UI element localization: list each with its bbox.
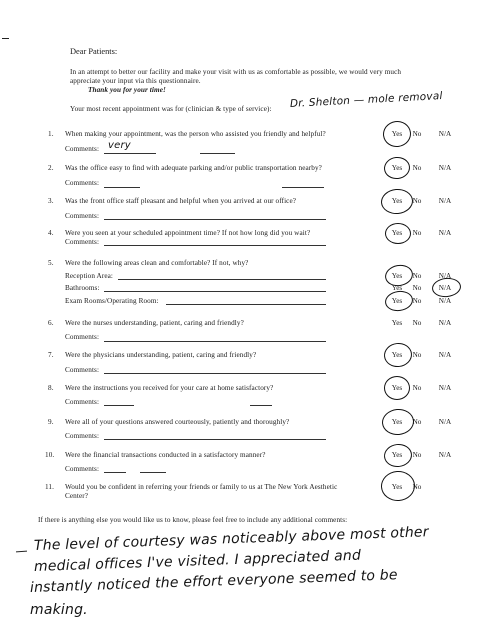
question-3-text: Was the front office staff pleasant and helpful when you arrived at our office? <box>65 197 297 205</box>
q5-bathrooms-yes[interactable]: Yes <box>391 284 403 292</box>
q1-selected-circle <box>381 119 412 149</box>
q7-option-na[interactable]: N/A <box>438 351 452 359</box>
question-9-number: 9. <box>48 418 54 426</box>
question-10-number: 10. <box>45 451 55 459</box>
question-10-comments-line[interactable] <box>104 472 126 473</box>
q7-option-yes[interactable]: Yes <box>391 351 403 359</box>
q9-option-no[interactable]: No <box>412 418 422 426</box>
question-5-text: Were the following areas clean and comfortable? If not, why? <box>65 259 249 267</box>
question-1-comment-handwritten: very <box>108 140 131 151</box>
question-8-number: 8. <box>48 384 54 392</box>
q7-option-no[interactable]: No <box>412 351 422 359</box>
question-3-comments-line[interactable] <box>104 219 326 220</box>
greeting: Dear Patients: <box>70 47 118 56</box>
q5-exam-rooms-na[interactable]: N/A <box>438 297 452 305</box>
handwritten-comment-line-3: instantly noticed the effort everyone seemed to be <box>29 567 398 596</box>
q8-selected-circle <box>384 376 410 400</box>
q5-reception-na[interactable]: N/A <box>438 272 452 280</box>
q6-option-na[interactable]: N/A <box>438 319 452 327</box>
q5-exam-rooms-no[interactable]: No <box>412 297 422 305</box>
question-2-number: 2. <box>48 164 54 172</box>
thanks-line: Thank you for your time! <box>88 86 166 94</box>
question-1-comments-line-2[interactable] <box>200 153 235 154</box>
question-1-number: 1. <box>48 130 54 138</box>
q7-selected-circle <box>383 342 413 369</box>
q9-option-na[interactable]: N/A <box>438 418 452 426</box>
question-11-number: 11. <box>45 483 55 491</box>
question-1-comments-label: Comments: <box>65 145 100 153</box>
question-5-number: 5. <box>48 259 54 267</box>
q4-option-yes[interactable]: Yes <box>391 229 403 237</box>
question-4-comments-label: Comments: <box>65 238 100 246</box>
question-3-comments-label: Comments: <box>65 212 100 220</box>
question-7-comments-line[interactable] <box>104 373 326 374</box>
comment-bullet-dash <box>16 551 27 553</box>
handwritten-comment-line-1: The level of courtesy was noticeably above most other <box>33 524 429 554</box>
q3-option-yes[interactable]: Yes <box>391 197 403 205</box>
q9-option-yes[interactable]: Yes <box>391 418 403 426</box>
question-8-comments-line[interactable] <box>104 405 134 406</box>
q5-bathrooms-no[interactable]: No <box>412 284 422 292</box>
question-10-comments-line-2[interactable] <box>140 472 166 473</box>
q2-selected-circle <box>383 156 411 181</box>
question-3-number: 3. <box>48 197 54 205</box>
q3-selected-circle <box>380 188 414 216</box>
q1-option-no[interactable]: No <box>412 130 422 138</box>
question-11-text: Would you be confident in referring your friends or family to us at The New York Aesthetic <box>65 483 338 491</box>
q11-option-yes[interactable]: Yes <box>391 483 403 491</box>
q8-option-yes[interactable]: Yes <box>391 384 403 392</box>
question-7-text: Were the physicians understanding, patient, caring and friendly? <box>65 351 257 359</box>
q8-option-no[interactable]: No <box>412 384 422 392</box>
recent-appointment-handwritten: Dr. Shelton — mole removal <box>289 90 443 110</box>
question-6-comments-label: Comments: <box>65 333 100 341</box>
question-11-text-line-2: Center? <box>65 492 89 500</box>
question-10-text: Were the financial transactions conducted in a satisfactory manner? <box>65 451 266 459</box>
q5-reception-yes[interactable]: Yes <box>391 272 403 280</box>
question-2-comments-line-2[interactable] <box>282 187 324 188</box>
q1-option-na[interactable]: N/A <box>438 130 452 138</box>
q10-selected-circle <box>383 443 413 469</box>
q3-option-na[interactable]: N/A <box>438 197 452 205</box>
question-7-comments-label: Comments: <box>65 366 100 374</box>
question-10-comments-label: Comments: <box>65 465 100 473</box>
q11-option-no[interactable]: No <box>412 483 422 491</box>
q5-bathrooms-line[interactable] <box>104 291 326 292</box>
margin-mark <box>2 38 9 39</box>
recent-appointment-label: Your most recent appointment was for (clinician & type of service): <box>70 105 272 113</box>
question-6-comments-line[interactable] <box>104 341 326 342</box>
closing-instruction: If there is anything else you would like us to know, please feel free to include any additional comments: <box>38 516 348 524</box>
intro-line-2: appreciate your input via this questionnaire. <box>70 77 201 85</box>
question-6-text: Were the nurses understanding, patient, caring and friendly? <box>65 319 244 327</box>
q5-exam-rooms-yes[interactable]: Yes <box>391 297 403 305</box>
question-8-text: Were the instructions you received for your care at home satisfactory? <box>65 384 274 392</box>
q2-option-yes[interactable]: Yes <box>391 164 403 172</box>
question-8-comments-line-2[interactable] <box>250 405 272 406</box>
intro-line-1: In an attempt to better our facility and make your visit with us as comfortable as possible, we would very much <box>70 68 402 76</box>
handwritten-comment-line-4: making. <box>30 602 88 618</box>
q1-option-yes[interactable]: Yes <box>391 130 403 138</box>
q5-reception-no[interactable]: No <box>412 272 422 280</box>
q5-reception-line[interactable] <box>118 279 326 280</box>
question-2-text: Was the office easy to find with adequate parking and/or public transportation nearby? <box>65 164 322 172</box>
question-1-comments-line[interactable] <box>104 153 156 154</box>
q4-selected-circle <box>385 223 411 244</box>
q6-option-yes[interactable]: Yes <box>391 319 403 327</box>
q5-bathrooms-na[interactable]: N/A <box>438 284 452 292</box>
q10-option-yes[interactable]: Yes <box>391 451 403 459</box>
question-4-text: Were you seen at your scheduled appointment time? If not how long did you wait? <box>65 229 311 237</box>
q10-option-no[interactable]: No <box>412 451 422 459</box>
question-1-text: When making your appointment, was the person who assisted you friendly and helpful? <box>65 130 326 138</box>
q5-exam-rooms-label: Exam Rooms/Operating Room: <box>65 297 159 305</box>
question-4-number: 4. <box>48 229 54 237</box>
q5-bathrooms-label: Bathrooms: <box>65 284 100 292</box>
question-9-text: Were all of your questions answered courteously, patiently and thoroughly? <box>65 418 290 426</box>
q5-exam-rooms-line[interactable] <box>166 304 326 305</box>
q10-option-na[interactable]: N/A <box>438 451 452 459</box>
question-2-comments-line[interactable] <box>104 187 140 188</box>
question-9-comments-line[interactable] <box>104 439 326 440</box>
question-8-comments-label: Comments: <box>65 398 100 406</box>
q2-option-na[interactable]: N/A <box>438 164 452 172</box>
q2-option-no[interactable]: No <box>412 164 422 172</box>
question-6-number: 6. <box>48 319 54 327</box>
q5-reception-label: Reception Area: <box>65 272 114 280</box>
q5-exam-rooms-selected-circle <box>384 289 415 313</box>
q11-selected-circle <box>380 470 416 502</box>
handwritten-comment-line-2: medical offices I've visited. I appreciated and <box>33 547 362 575</box>
question-2-comments-label: Comments: <box>65 179 100 187</box>
question-7-number: 7. <box>48 351 54 359</box>
q4-option-no[interactable]: No <box>412 229 422 237</box>
question-9-comments-label: Comments: <box>65 432 100 440</box>
q8-option-na[interactable]: N/A <box>438 384 452 392</box>
q6-option-no[interactable]: No <box>412 319 422 327</box>
question-4-comments-line[interactable] <box>104 245 326 246</box>
q3-option-no[interactable]: No <box>412 197 422 205</box>
q4-option-na[interactable]: N/A <box>438 229 452 237</box>
q9-selected-circle <box>381 408 415 437</box>
